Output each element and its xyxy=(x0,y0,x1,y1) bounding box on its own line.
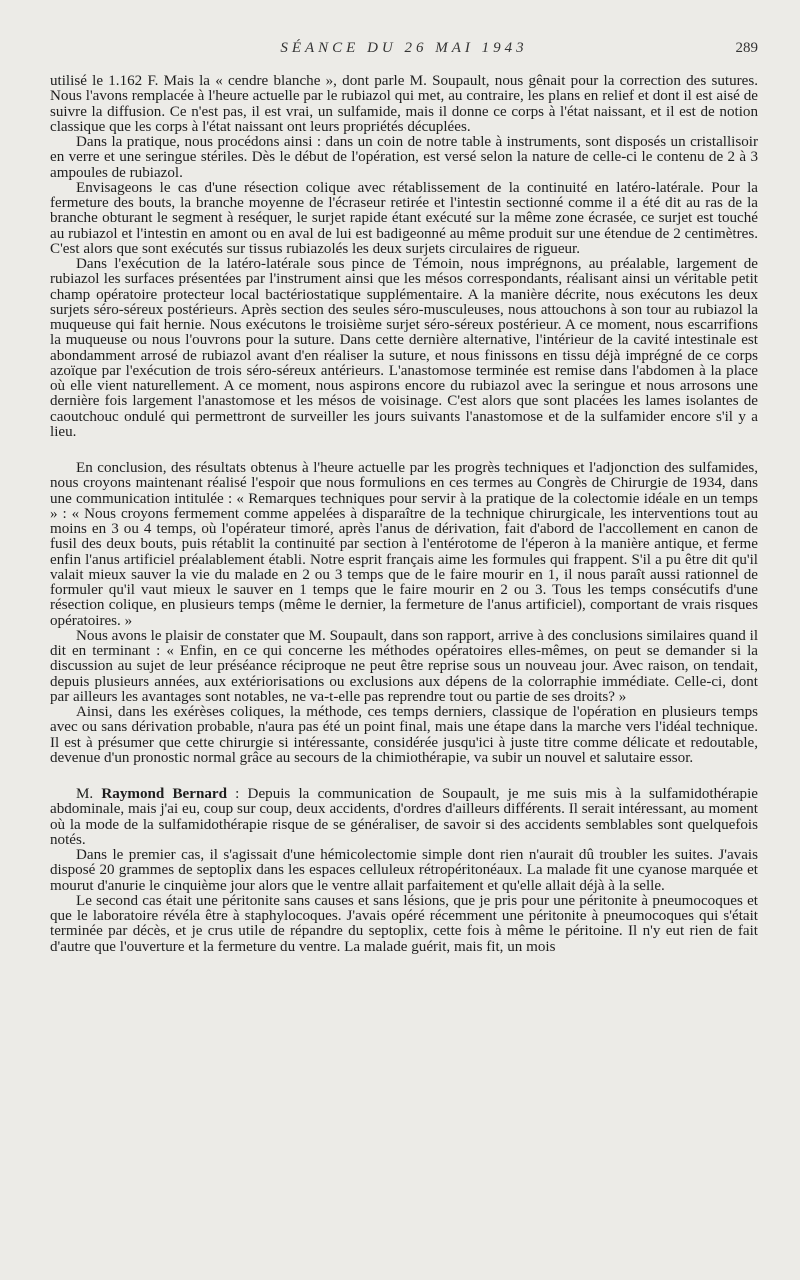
discussion-text: : Depuis la communication de Soupault, je me suis mis à la sulfamidothérapie abdominale, mais j'ai eu, coup sur coup, deux accidents, d'ordres d'ailleurs différents. Il serait intéressant, au moment où la mode de la sulfamidothérapie risque de se généraliser, de savoir si des accidents semblables sont quelquefois notés. xyxy=(50,786,758,848)
body-text xyxy=(50,74,758,955)
section-gap xyxy=(50,440,758,461)
paragraph: Dans l'exécution de la latéro-latérale sous pince de Témoin, nous imprégnons, au préalable, largement de rubiazol les surfaces présentées par l'instrument ainsi que les mésos correspondants, réalisant ainsi un véritable petit champ opératoire protecteur local bactériostatique supplémentaire. A la manière décrite, nous exécutons les deux surjets séro-séreux postérieurs. Après section des seules séro-musculeuses, nous attouchons à son tour au rubiazol la muqueuse qui fait hernie. Nous exécutons le troisième surjet séro-séreux postérieur. A ce moment, nous escarrifions la muqueuse ou nous l'ouvrons pour la suture. Dans cette dernière alternative, l'intérieur de la cavité intestinale est abondamment arrosé de rubiazol avant d'en réaliser la suture, et nous finissons en tissu déjà imprégné de ce corps azoïque par l'exécution de trois séro-séreux antérieurs. L'anastomose terminée est remise dans l'abdomen à la place où elle vient naturellement. A ce moment, nous aspirons encore du rubiazol avec la seringue et nous arrosons une dernière fois largement l'anastomose et les mésos de voisinage. C'est alors que sont placées les lames isolantes de caoutchouc ondulé qui permettront de surveiller les jours suivants l'anastomose et de la sulfamider encore s'il y a lieu. xyxy=(50,256,758,440)
paragraph: Ainsi, dans les exérèses coliques, la méthode, ces temps derniers, classique de l'opération en plusieurs temps avec ou sans dérivation probable, n'aura pas été un point final, mais une étape dans la marche vers l'idéal technique. Il est à présumer que cette chirurgie si intéressante, considérée jusqu'ici à juste titre comme délicate et redoutable, devenue d'un pronostic normal grâce au secours de la chimiothérapie, va subir un nouvel et salutaire essor. xyxy=(50,704,758,766)
paragraph: Le second cas était une péritonite sans causes et sans lésions, que je pris pour une péritonite à pneumocoques et que le laboratoire révéla être à staphylocoques. J'avais opéré récemment une péritonite à pneumocoques qui s'était terminée par décès, et je crus utile de répandre du septoplix, cette fois à même le péritoine. Il n'y eut rien de fait d'autre que l'ouverture et la fermeture du ventre. La malade guérit, mais fit, un mois xyxy=(50,892,758,955)
section-gap xyxy=(50,766,758,787)
page-header xyxy=(50,40,758,74)
paragraph: En conclusion, des résultats obtenus à l'heure actuelle par les progrès techniques et l'adjonction des sulfamides, nous croyons maintenant réalisé l'espoir que nous formulions en ces termes au Congrès de Chirurgie de 1934, dans une communication intitulée : « Remarques techniques pour servir à la pratique de la colectomie idéale en un temps » : « Nous croyons fermement comme appelées à disparaître de la technique chirurgicale, les interventions tout au moins en 3 ou 4 temps, où l'opérateur timoré, après l'anus de dérivation, fait d'abord de l'accollement en canon de fusil des deux bouts, puis rétablit la continuité par section à l'entérotome de l'éperon à la manière antique, et ferme enfin l'anus artificiel préalablement établi. Notre esprit français aime les formules qui frappent. S'il a pu être dit qu'il valait mieux sauver la vie du malade en 2 ou 3 temps que de le faire mourir en 1, il nous paraît aussi rationnel de formuler qu'il vaut mieux le sauver en 1 temps que le faire mourir en 2 ou 3. Tous les temps consécutifs d'une résection colique, en plusieurs temps (même le dernier, la fermeture de l'anus artificiel), comportant de vrais risques opératoires. » xyxy=(50,460,758,629)
speaker-name: Raymond Bernard xyxy=(101,786,227,802)
paragraph: Dans la pratique, nous procédons ainsi : dans un coin de notre table à instruments, sont disposés un cristallisoir en verre et une seringue stériles. Dès le début de l'opération, est versé selon la nature de celle-ci le contenu de 2 à 3 ampoules de rubiazol. xyxy=(50,134,758,181)
speaker-prefix: M. xyxy=(76,786,102,802)
paragraph: utilisé le 1.162 F. Mais la « cendre blanche », dont parle M. Soupault, nous gênait pour la correction des sutures. Nous l'avons remplacée à l'heure actuelle par le rubiazol qui met, au contraire, les plans en relief et dont il est aisé de suivre la diffusion. Ce n'est pas, il est vrai, un sulfamide, mais il donne ce corps à l'état naissant, et il est de notion classique que les corps à l'état naissant ont leurs propriétés décuplées. xyxy=(50,73,758,135)
paragraph: Dans le premier cas, il s'agissait d'une hémicolectomie simple dont rien n'aurait dû troubler les suites. J'avais disposé 20 grammes de septoplix dans les espaces celluleux rétropéritonéaux. La malade fit une cyanose marquée et mourut d'anurie le cinquième jour alors que le ventre allait parfaitement et qu'elle allait déjà à la selle. xyxy=(50,847,758,894)
discussion-paragraph xyxy=(50,787,758,848)
running-head: SÉANCE DU 26 MAI 1943 xyxy=(280,40,528,56)
paragraph: Nous avons le plaisir de constater que M. Soupault, dans son rapport, arrive à des conclusions similaires quand il dit en terminant : « Enfin, en ce qui concerne les méthodes opératoires elles-mêmes, on peut se demander si la discussion au sujet de leur préséance réciproque ne peut être reprise sous un nouveau jour. Avec raison, on tendait, depuis plusieurs années, aux extériorisations ou exclusions aux dépens de la colorraphie immédiate. Celle-ci, dont par ailleurs les avantages sont notables, ne va-t-elle pas reprendre tout ou partie de ses droits? » xyxy=(50,627,759,705)
paragraph: Envisageons le cas d'une résection colique avec rétablissement de la continuité en latéro-latérale. Pour la fermeture des bouts, la branche moyenne de l'écraseur retirée et l'intestin sectionné comme il a été dit au ras de la branche obturant le segment à reséquer, le surjet rapide étant exécuté sur la même zone écrasée, ce surjet est touché au rubiazol et l'intestin en amont ou en aval de lui est badigeonné au même produit sur une étendue de 2 centimètres. C'est alors que sont exécutés sur tissus rubiazolés les deux surjets circulaires de rigueur. xyxy=(50,179,758,257)
page-number: 289 xyxy=(735,40,758,56)
